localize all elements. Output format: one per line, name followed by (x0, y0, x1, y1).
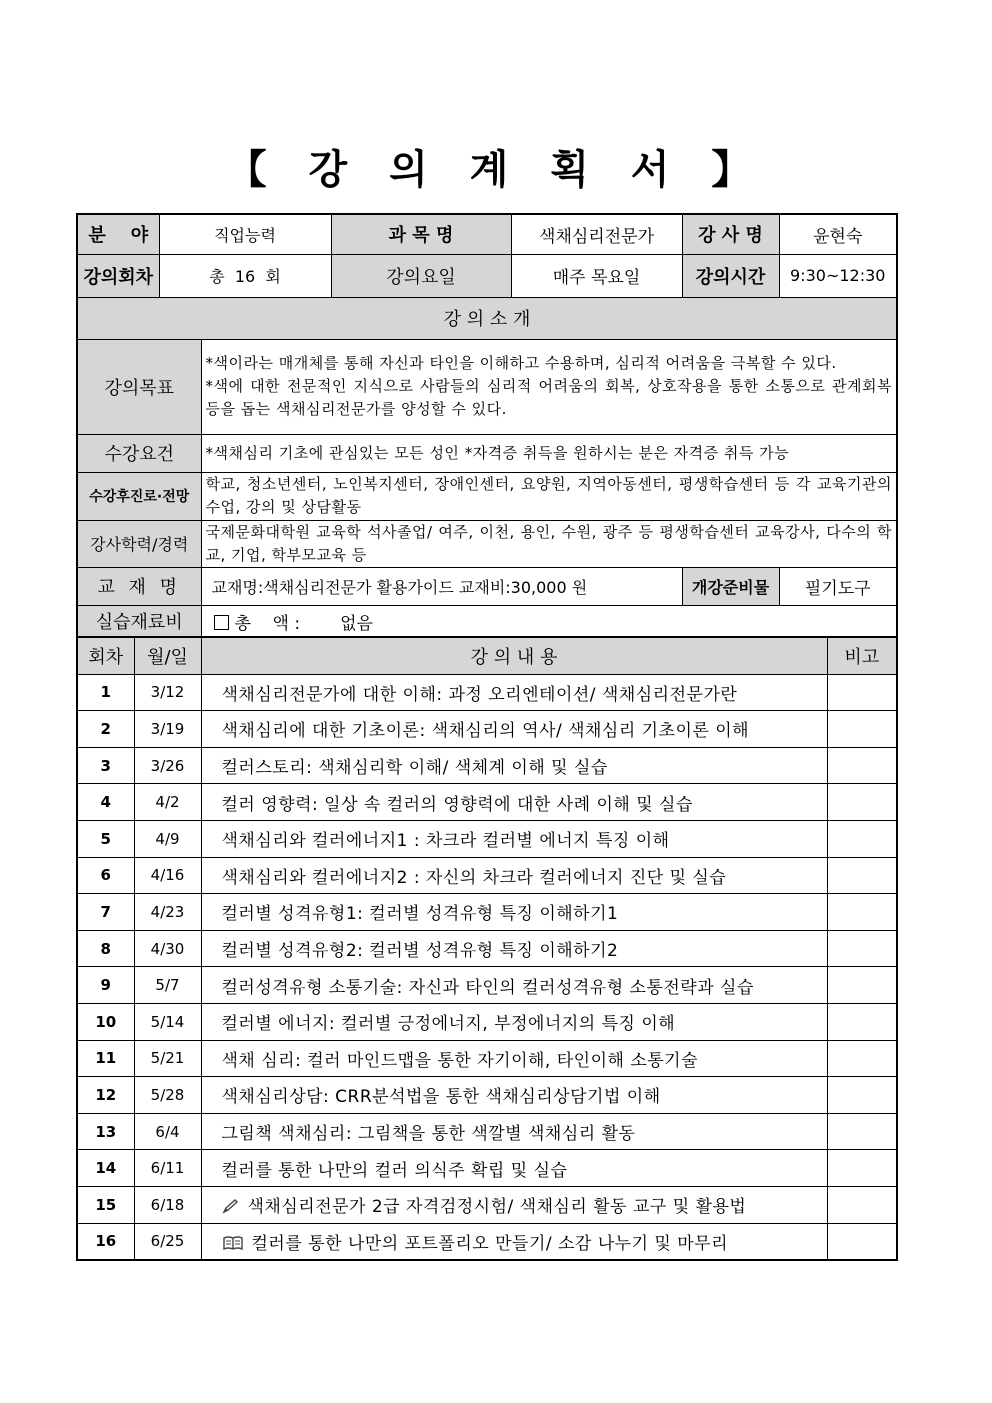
sessions-value: 총 16 회 (159, 254, 331, 297)
session-note (827, 1150, 897, 1187)
book-icon (222, 1234, 252, 1254)
table-row (77, 894, 897, 931)
session-note (827, 711, 897, 748)
session-content-cell (201, 894, 827, 931)
session-date: 6/25 (134, 1223, 201, 1260)
session-number: 10 (77, 1003, 134, 1040)
session-note (827, 1003, 897, 1040)
session-number: 2 (77, 711, 134, 748)
table-row (77, 820, 897, 857)
session-note (827, 930, 897, 967)
table-row (77, 1040, 897, 1077)
requirements-label: 수강요건 (77, 434, 201, 472)
session-note (827, 1113, 897, 1150)
session-number: 13 (77, 1113, 134, 1150)
session-date: 5/21 (134, 1040, 201, 1077)
session-date: 6/11 (134, 1150, 201, 1187)
prep-label: 개강준비물 (682, 567, 779, 605)
session-number: 5 (77, 820, 134, 857)
session-content-cell (201, 967, 827, 1004)
session-content: 컬러성격유형 소통기술: 자신과 타인의 컬러성격유형 소통전략과 실습 (221, 977, 754, 998)
field-label: 분 야 (77, 214, 159, 254)
material-value-cell (201, 605, 897, 638)
session-content-cell (201, 1040, 827, 1077)
table-row (77, 967, 897, 1004)
session-content-cell (201, 857, 827, 894)
session-note (827, 1223, 897, 1260)
session-date: 5/28 (134, 1077, 201, 1114)
session-content-cell (201, 747, 827, 784)
material-value: 없음 (340, 613, 373, 634)
bio-label: 강사학력/경력 (77, 520, 201, 567)
table-row (77, 1003, 897, 1040)
session-number: 16 (77, 1223, 134, 1260)
date-header: 월/일 (134, 637, 201, 674)
session-content-cell (201, 1223, 827, 1260)
session-content-cell (201, 711, 827, 748)
instructor-label: 강 사 명 (682, 214, 779, 254)
session-content: 색채 심리: 컬러 마인드맵을 통한 자기이해, 타인이해 소통기술 (221, 1050, 699, 1071)
session-number: 15 (77, 1186, 134, 1223)
table-row (77, 674, 897, 711)
session-note (827, 1186, 897, 1223)
course-value: 색채심리전문가 (511, 214, 682, 254)
session-number: 4 (77, 784, 134, 821)
session-number: 8 (77, 930, 134, 967)
page-title: 【 강 의 계 획 서 】 (226, 147, 766, 193)
session-number: 11 (77, 1040, 134, 1077)
session-note (827, 894, 897, 931)
table-row (77, 1150, 897, 1187)
schedule-table (76, 636, 898, 1261)
sessions-label: 강의회차 (77, 254, 159, 297)
day-value: 매주 목요일 (511, 254, 682, 297)
goal-line-2: *색에 대한 전문적인 지식으로 사람들의 심리적 어려움의 회복, 상호작용을 통한 소통으로 관계회복 등을 돕는 색채심리전문가를 양성할 수 있다. (205, 377, 893, 418)
course-info-table (76, 213, 898, 639)
session-number: 7 (77, 894, 134, 931)
session-content-cell (201, 820, 827, 857)
session-note (827, 857, 897, 894)
session-note (827, 1040, 897, 1077)
session-content: 컬러스토리: 색채심리학 이해/ 색체계 이해 및 실습 (221, 758, 608, 779)
field-value: 직업능력 (159, 214, 331, 254)
day-label: 강의요일 (331, 254, 511, 297)
session-content-cell (201, 1113, 827, 1150)
session-content-cell (201, 1003, 827, 1040)
session-content: 컬러별 성격유형2: 컬러별 성격유형 특징 이해하기2 (221, 941, 619, 962)
bio-value: 국제문화대학원 교육학 석사졸업/ 여주, 이천, 용인, 수원, 광주 등 평생학습센터 교육강사, 다수의 학교, 기업, 학부모교육 등 (201, 520, 897, 567)
time-label: 강의시간 (682, 254, 779, 297)
prep-value: 필기도구 (779, 567, 897, 605)
goal-value (201, 339, 897, 434)
table-row (77, 930, 897, 967)
pencil-icon (222, 1197, 248, 1217)
career-label: 수강후진로·전망 (77, 472, 201, 520)
session-date: 4/16 (134, 857, 201, 894)
session-note (827, 784, 897, 821)
material-label: 실습재료비 (77, 605, 201, 638)
session-date: 6/18 (134, 1186, 201, 1223)
session-content: 컬러별 에너지: 컬러별 긍정에너지, 부정에너지의 특징 이해 (221, 1014, 676, 1035)
session-date: 3/26 (134, 747, 201, 784)
table-row (77, 1186, 897, 1223)
session-content-cell (201, 1150, 827, 1187)
session-content-cell (201, 1186, 827, 1223)
session-content: 색채심리상담: CRR분석법을 통한 색채심리상담기법 이해 (221, 1087, 661, 1108)
session-date: 3/12 (134, 674, 201, 711)
table-row (77, 711, 897, 748)
session-content: 그림책 색채심리: 그림책을 통한 색깔별 색채심리 활동 (221, 1124, 636, 1145)
session-note (827, 747, 897, 784)
session-content: 컬러를 통한 나만의 포트폴리오 만들기/ 소감 나누기 및 마무리 (251, 1233, 729, 1254)
instructor-value: 윤현숙 (779, 214, 897, 254)
time-value: 9:30~12:30 (779, 254, 897, 297)
note-header: 비고 (827, 637, 897, 674)
session-date: 4/23 (134, 894, 201, 931)
session-date: 5/14 (134, 1003, 201, 1040)
session-content: 색채심리에 대한 기초이론: 색채심리의 역사/ 색채심리 기초이론 이해 (221, 721, 750, 742)
session-number: 6 (77, 857, 134, 894)
session-note (827, 1077, 897, 1114)
table-row (77, 1077, 897, 1114)
session-content: 컬러별 성격유형1: 컬러별 성격유형 특징 이해하기1 (221, 904, 619, 925)
session-header: 회차 (77, 637, 134, 674)
session-number: 9 (77, 967, 134, 1004)
session-note (827, 967, 897, 1004)
table-row (77, 1113, 897, 1150)
table-row (77, 1223, 897, 1260)
session-content: 색채심리와 컬러에너지1 : 차크라 컬러별 에너지 특징 이해 (221, 831, 670, 852)
textbook-label: 교 재 명 (77, 567, 201, 605)
session-content: 컬러를 통한 나만의 컬러 의식주 확립 및 실습 (221, 1160, 568, 1181)
session-date: 4/2 (134, 784, 201, 821)
session-date: 5/7 (134, 967, 201, 1004)
session-content-cell (201, 930, 827, 967)
session-number: 3 (77, 747, 134, 784)
session-content: 색채심리전문가 2급 자격검정시험/ 색채심리 활동 교구 및 활용법 (247, 1197, 747, 1218)
session-number: 14 (77, 1150, 134, 1187)
table-row (77, 747, 897, 784)
session-note (827, 674, 897, 711)
session-date: 6/4 (134, 1113, 201, 1150)
session-content: 색채심리전문가에 대한 이해: 과정 오리엔테이션/ 색채심리전문가란 (221, 684, 738, 705)
goal-line-1: *색이라는 매개체를 통해 자신과 타인을 이해하고 수용하며, 심리적 어려움을 극복할 수 있다. (205, 354, 837, 372)
session-date: 4/9 (134, 820, 201, 857)
checkbox-icon (214, 615, 229, 630)
session-number: 12 (77, 1077, 134, 1114)
career-value: 학교, 청소년센터, 노인복지센터, 장애인센터, 요양원, 지역아동센터, 평생학습센터 등 각 교육기관의 수업, 강의 및 상담활동 (201, 472, 897, 520)
content-header: 강 의 내 용 (201, 637, 827, 674)
session-note (827, 820, 897, 857)
table-row (77, 784, 897, 821)
table-row (77, 857, 897, 894)
textbook-value: 교재명:색채심리전문가 활용가이드 교재비:30,000 원 (201, 567, 682, 605)
session-content-cell (201, 784, 827, 821)
session-content: 색채심리와 컬러에너지2 : 자신의 차크라 컬러에너지 진단 및 실습 (221, 867, 727, 888)
session-content-cell (201, 1077, 827, 1114)
requirements-value: *색채심리 기초에 관심있는 모든 성인 *자격증 취득을 원하시는 분은 자격증 취득 가능 (201, 434, 897, 472)
goal-label: 강의목표 (77, 339, 201, 434)
course-label: 과 목 명 (331, 214, 511, 254)
session-date: 3/19 (134, 711, 201, 748)
session-date: 4/30 (134, 930, 201, 967)
session-content-cell (201, 674, 827, 711)
material-total-label: 총 액 : (234, 613, 301, 634)
session-content: 컬러 영향력: 일상 속 컬러의 영향력에 대한 사례 이해 및 실습 (221, 794, 693, 815)
intro-header: 강 의 소 개 (77, 297, 897, 339)
session-number: 1 (77, 674, 134, 711)
